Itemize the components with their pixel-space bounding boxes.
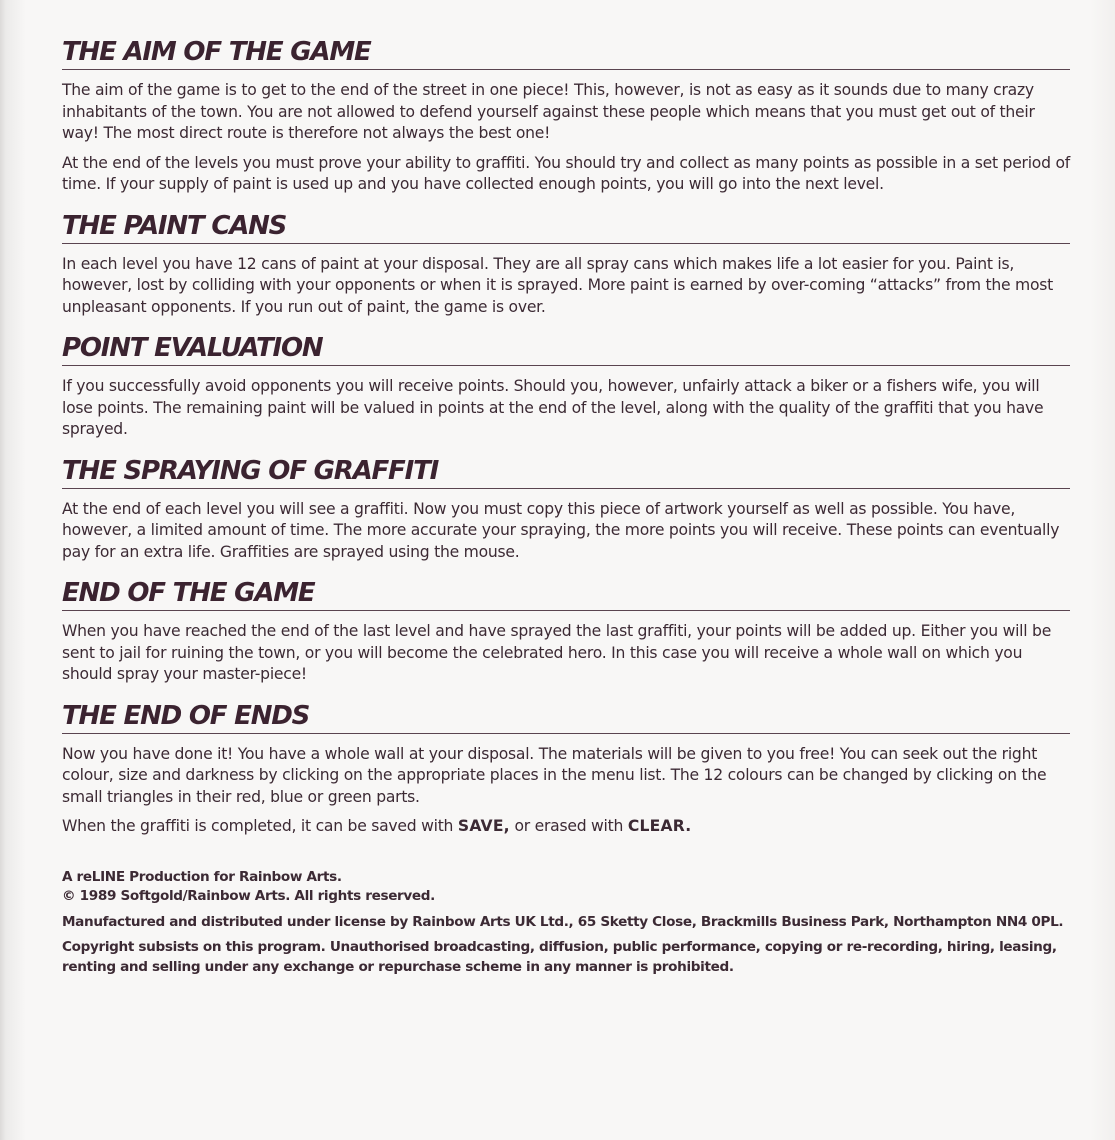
heading-paint-cans: THE PAINT CANS [62, 210, 1070, 244]
paragraph: At the end of the levels you must prove your ability to graffiti. You should try and collect as many points as possible in a set period of time. If your supply of paint is used up and you have collected enough points, you will go into the next level. [62, 153, 1070, 193]
clear-keyword: CLEAR. [627, 817, 692, 835]
manual-content [62, 36, 1070, 983]
section-end-of-ends [62, 700, 1070, 838]
copyright-line: © 1989 Softgold/Rainbow Arts. All rights reserved. [62, 888, 435, 904]
paragraph: At the end of each level you will see a graffiti. Now you must copy this piece of artwork yourself as well as possible. You have, however, a limited amount of time. The more accurate your spraying, the more points you will receive. These points can eventually pay for an extra life. Graffities are sprayed using the mouse. [62, 499, 1060, 561]
section-spraying-of-graffiti [62, 455, 1070, 564]
paragraph: In each level you have 12 cans of paint at your disposal. They are all spray cans which makes life a lot easier for you. Paint is, however, lost by colliding with your opponents or when it is sprayed. More paint is earned by over-coming “attacks” from the most unpleasant opponents. If you run out of paint, the game is over. [62, 254, 1054, 316]
heading-end-of-ends: THE END OF ENDS [62, 700, 1070, 734]
legal-notice: Copyright subsists on this program. Unauthorised broadcasting, diffusion, public performance, copying or re-recording, hiring, leasing, renting and selling under any exchange or repurchase scheme in any manner is prohibited. [62, 939, 1057, 975]
section-point-evaluation [62, 332, 1070, 441]
heading-end-of-the-game: END OF THE GAME [62, 577, 1070, 611]
production-credit: A reLINE Production for Rainbow Arts. [62, 868, 342, 885]
credits-production-copyright [62, 868, 1070, 907]
heading-aim-of-the-game: THE AIM OF THE GAME [62, 36, 1070, 70]
save-clear-text-before: When the graffiti is completed, it can be saved with [62, 817, 458, 835]
heading-spraying-of-graffiti: THE SPRAYING OF GRAFFITI [62, 455, 1070, 489]
manufacturer-line: Manufactured and distributed under license by Rainbow Arts UK Ltd., 65 Sketty Close, Brackmills Business Park, Northampton NN4 0PL. [62, 913, 1064, 930]
save-keyword: SAVE, [457, 817, 510, 835]
section-paint-cans [62, 210, 1070, 319]
paragraph: The aim of the game is to get to the end of the street in one piece! This, however, is not as easy as it sounds due to many crazy inhabitants of the town. You are not allowed to defend yourself against these people which means that you must get out of their way! The most direct route is therefore not always the best one! [62, 81, 1035, 142]
credits-footer [62, 868, 1070, 978]
section-aim-of-the-game [62, 36, 1070, 196]
heading-point-evaluation: POINT EVALUATION [62, 332, 1070, 366]
paragraph: Now you have done it! You have a whole wall at your disposal. The materials will be given to you free! You can seek out the right colour, size and darkness by clicking on the appropriate places in the menu list. The 12 colours can be changed by clicking on the small triangles in their red, blue or green parts. [62, 744, 1047, 806]
save-clear-text-middle: or erased with [509, 817, 628, 835]
paragraph: When you have reached the end of the last level and have sprayed the last graffiti, your points will be added up. Either you will be sent to jail for ruining the town, or you will become the celebrated hero. In this case you will receive a whole wall on which you should spray your master-piece! [62, 622, 1052, 683]
section-end-of-the-game [62, 577, 1070, 686]
paragraph: If you successfully avoid opponents you will receive points. Should you, however, unfairly attack a biker or a fishers wife, you will lose points. The remaining paint will be valued in points at the end of the level, along with the quality of the graffiti that you have sprayed. [62, 377, 1044, 438]
save-clear-paragraph [62, 816, 1070, 838]
